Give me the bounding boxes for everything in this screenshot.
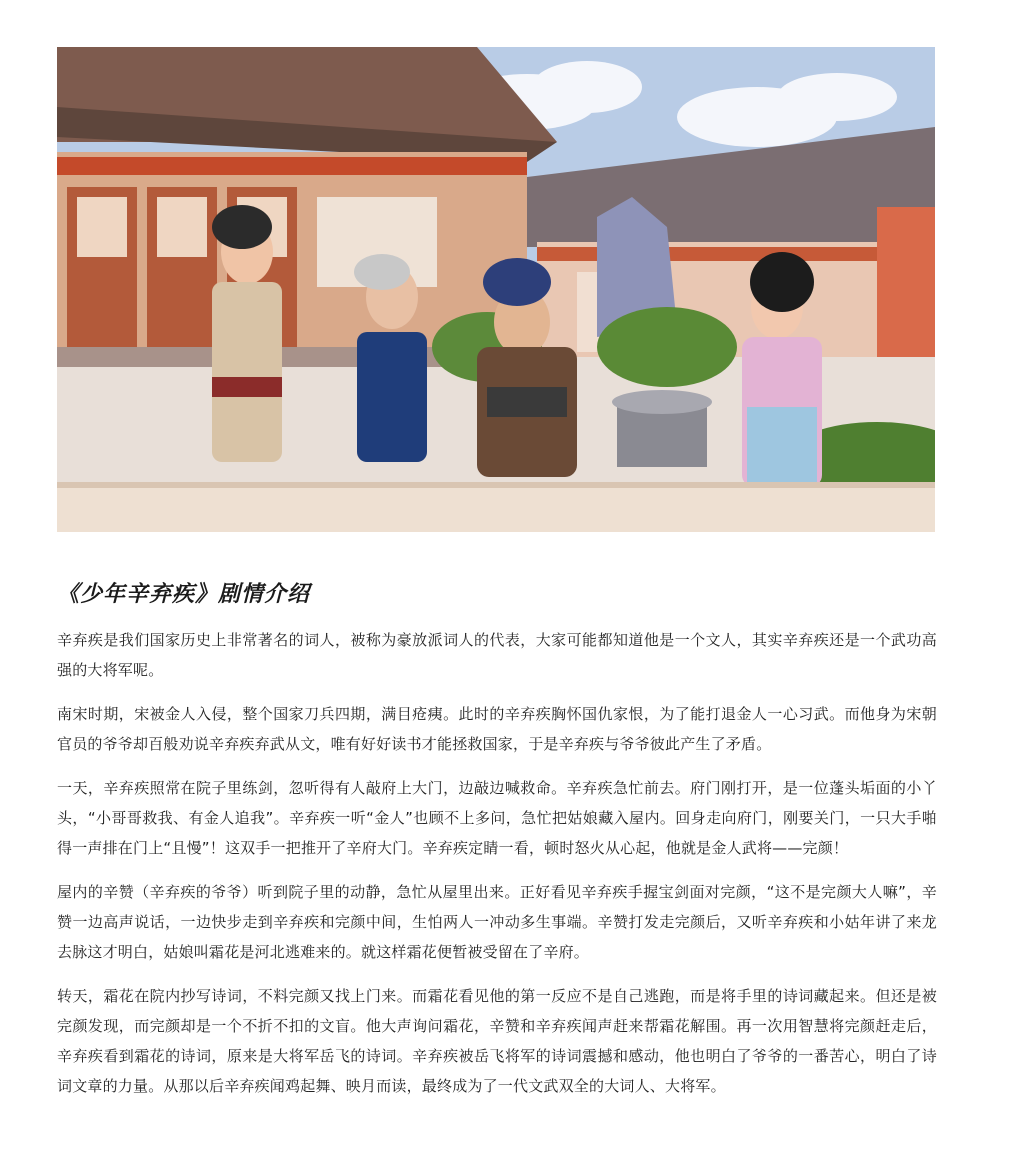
- puppet-show-photo: [57, 47, 935, 532]
- paragraph-intro: 辛弃疾是我们国家历史上非常著名的词人，被称为豪放派词人的代表，大家可能都知道他是一个文人，其实辛弃疾还是一个武功高强的大将军呢。: [57, 631, 937, 679]
- puppet-stage-illustration: [57, 47, 935, 532]
- article-body: [57, 625, 937, 1115]
- puppet-girl-left: [212, 205, 282, 462]
- puppet-grandfather: [354, 254, 427, 462]
- puppet-girl-right: [742, 252, 822, 487]
- paragraph-background: 南宋时期，宋被金人入侵，整个国家刀兵四期，满目疮痍。此时的辛弃疾胸怀国仇家恨，为了能打退金人一心习武。而他身为宋朝官员的爷爷却百般劝说辛弃疾弃武从文，唯有好好读书才能拯救国家，于是辛弃疾与爷爷彼此产生了矛盾。: [57, 705, 937, 753]
- paragraph-grandfather: 屋内的辛赞（辛弃疾的爷爷）听到院子里的动静，急忙从屋里出来。正好看见辛弃疾手握宝剑面对完颜，“这不是完颜大人嘛”，辛赞一边高声说话，一边快步走到辛弃疾和完颜中间，生怕两人一冲动多生事端。辛赞打发走完颜后，又听辛弃疾和小姑年讲了来龙去脉这才明白，姑娘叫霜花是河北逃难来的。就这样霜花便暂被受留在了辛府。: [57, 883, 937, 961]
- article-title: 《少年辛弃疾》剧情介绍: [57, 582, 311, 607]
- paragraph-encounter: 一天，辛弃疾照常在院子里练剑，忽听得有人敲府上大门，边敲边喊救命。辛弃疾急忙前去。府门刚打开，是一位蓬头垢面的小丫头，“小哥哥救我、有金人追我”。辛弃疾一听“金人”也顾不上多问，急忙把姑娘藏入屋内。回身走向府门，刚要关门，一只大手啪得一声排在门上“且慢”！这双手一把推开了辛府大门。辛弃疾定睛一看，顿时怒火从心起，他就是金人武将——完颜！: [57, 779, 937, 857]
- stage-ledge: [57, 482, 935, 532]
- paragraph-conclusion: 转天，霜花在院内抄写诗词，不料完颜又找上门来。而霜花看见他的第一反应不是自己逃跑，而是将手里的诗词藏起来。但还是被完颜发现，而完颜却是一个不折不扣的文盲。他大声询问霜花，辛赞和辛弃疾闻声赶来帮霜花解围。再一次用智慧将完颜赶走后，辛弃疾看到霜花的诗词，原来是大将军岳飞的诗词。辛弃疾被岳飞将军的诗词震撼和感动，他也明白了爷爷的一番苦心，明白了诗词文章的力量。从那以后辛弃疾闻鸡起舞、映月而读，最终成为了一代文武双全的大词人、大将军。: [57, 987, 937, 1095]
